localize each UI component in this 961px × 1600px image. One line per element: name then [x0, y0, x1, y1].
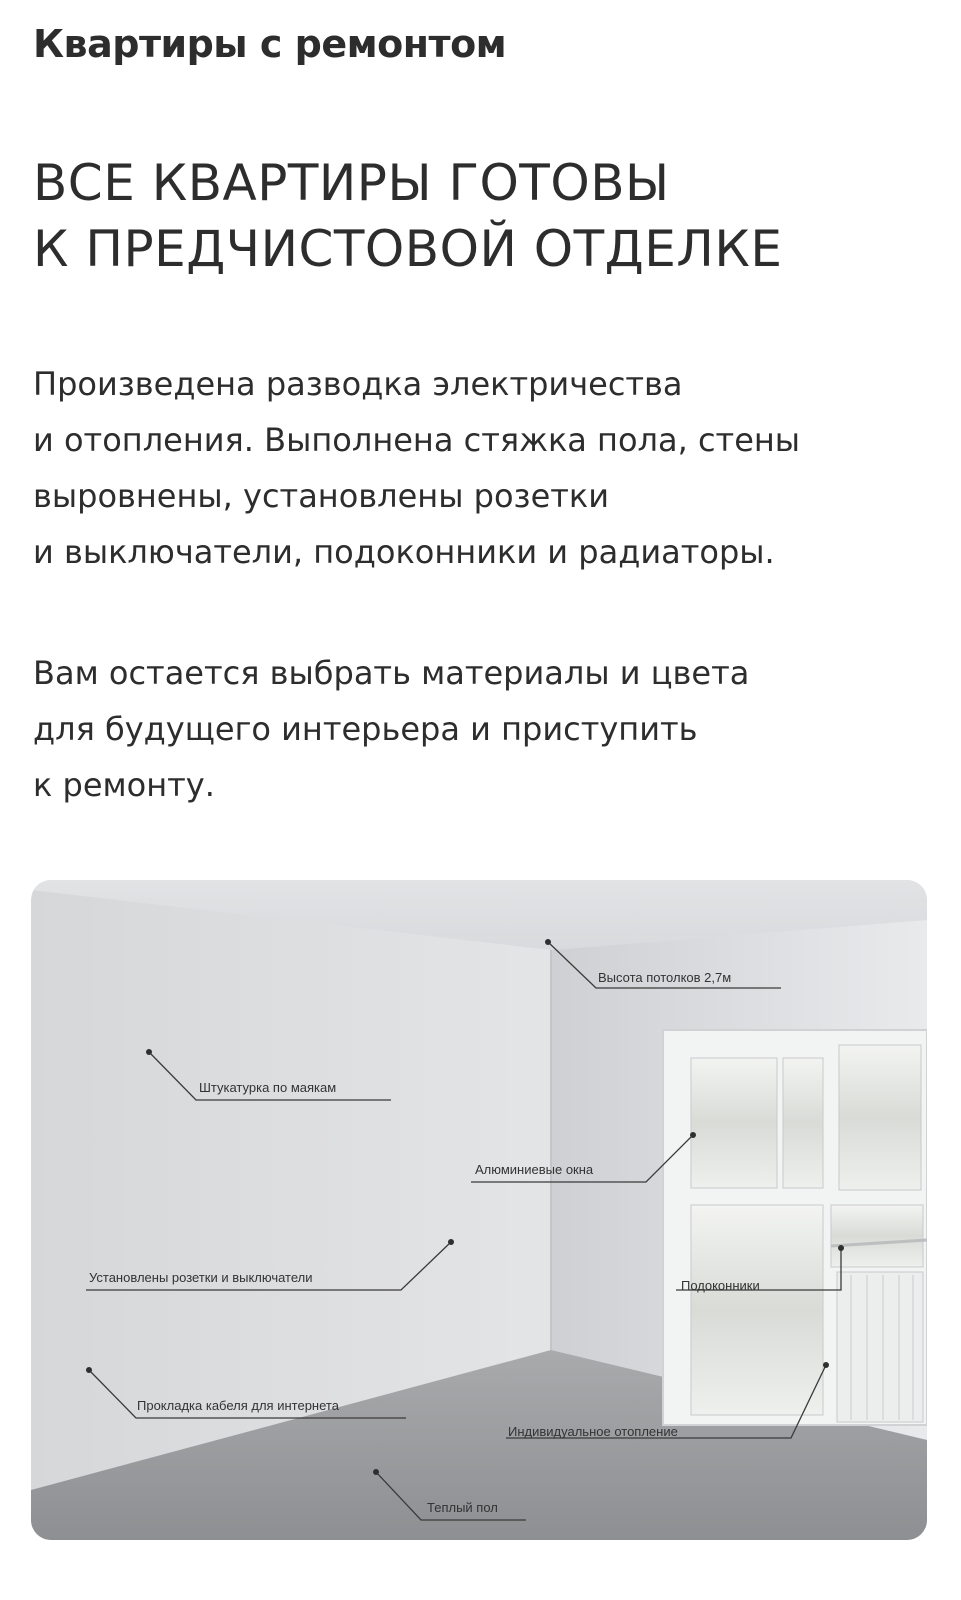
- apartment-photo: [31, 880, 927, 1540]
- paragraph-line: Произведена разводка электричества: [33, 365, 683, 403]
- label-individual-heating: Индивидуальное отопление: [508, 1424, 678, 1439]
- label-sockets-switches: Установлены розетки и выключатели: [89, 1270, 313, 1285]
- headline-line-2: К ПРЕДЧИСТОВОЙ ОТДЕЛКЕ: [33, 220, 783, 278]
- label-aluminum-windows: Алюминиевые окна: [475, 1162, 594, 1177]
- description-paragraph-2: [33, 645, 749, 813]
- label-internet-cable: Прокладка кабеля для интернета: [137, 1398, 339, 1413]
- paragraph-line: выровнены, установлены розетки: [33, 477, 610, 515]
- headline: [33, 150, 782, 282]
- label-ceiling-height: Высота потолков 2,7м: [598, 970, 732, 985]
- section-title: Квартиры с ремонтом: [33, 22, 507, 66]
- paragraph-line: к ремонту.: [33, 766, 215, 804]
- paragraph-line: и выключатели, подоконники и радиаторы.: [33, 533, 775, 571]
- label-window-sills: Подоконники: [681, 1278, 760, 1293]
- paragraph-line: Вам остается выбрать материалы и цвета: [33, 654, 750, 692]
- paragraph-line: для будущего интерьера и приступить: [33, 710, 698, 748]
- paragraph-line: и отопления. Выполнена стяжка пола, стены: [33, 421, 801, 459]
- label-plaster: Штукатурка по маякам: [199, 1080, 337, 1095]
- description-paragraph-1: [33, 356, 800, 580]
- headline-line-1: ВСЕ КВАРТИРЫ ГОТОВЫ: [33, 154, 670, 212]
- label-heated-floor: Теплый пол: [427, 1500, 498, 1515]
- radiator: [837, 1272, 923, 1422]
